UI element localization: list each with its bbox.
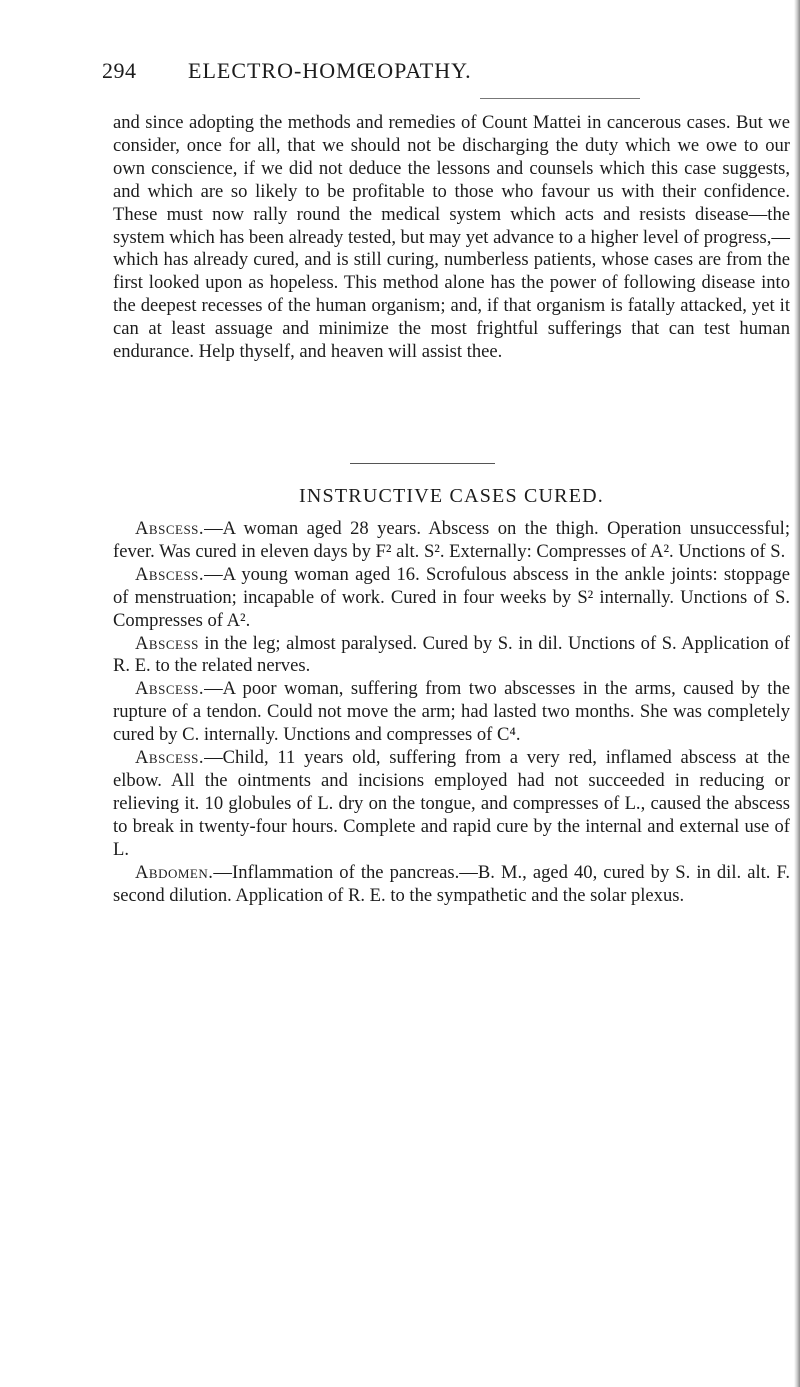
case-text: —Child, 11 years old, suffering from a very red, inflamed abscess at the elbow. All the ointments and incisions employed had not succeeded in reducing or relieving it. 10 globules of L. dry on the tongue, and compresses of L., caused the abscess to break in twenty-four hours. Complete and rapid cure by the internal and external use of L. (113, 747, 790, 860)
case-text: —A woman aged 28 years. Abscess on the thigh. Operation unsuccessful; fever. Was cured in eleven days by F² alt. S². Externally: Compresses of A². Unctions of S. (113, 518, 790, 562)
case-text: in the leg; almost paralysed. Cured by S. in dil. Unctions of S. Application of R. E. to the related nerves. (113, 632, 790, 677)
case-entry (113, 747, 790, 862)
case-text: —A young woman aged 16. Scrofulous abscess in the ankle joints: stoppage of menstruation; incapable of work. Cured in four weeks by S² internally. Unctions of S. Compresses of A². (113, 563, 790, 631)
case-entry (113, 518, 790, 564)
page-header (102, 58, 722, 84)
intro-paragraph: and since adopting the methods and remedies of Count Mattei in cancerous cases. But we consider, once for all, that we should not be discharging the duty which we owe to our own conscience, if we did not deduce the lessons and counsels which this case suggests, and which are so likely to be profitable to those who favour us with their confidence. These must now rally round the medical system which acts and resists disease—the system which has been already tested, but may yet advance to a higher level of progress,—which has already cured, and is still curing, numberless patients, whose cases are from the first looked upon as hopeless. This method alone has the power of following disease into the deepest recesses of the human organism; and, if that organism is fatally attacked, yet it can at least assuage and minimize the most frightful sufferings that can test human endurance. Help thyself, and heaven will assist thee. (113, 112, 790, 363)
section-title: INSTRUCTIVE CASES CURED. (299, 485, 604, 507)
case-entry (113, 862, 790, 908)
case-entry (113, 633, 790, 679)
case-label: Abdomen. (135, 861, 214, 883)
case-entry (113, 678, 790, 747)
cases-list (113, 518, 790, 907)
header-rule (480, 98, 640, 99)
intro-paragraph-block (113, 112, 790, 364)
running-title: ELECTRO-HOMŒOPATHY. (188, 58, 472, 83)
case-text: —Inflammation of the pancreas.—B. M., aged 40, cured by S. in dil. alt. F. second dilution. Application of R. E. to the sympathetic and the solar plexus. (113, 861, 790, 906)
section-divider (350, 463, 495, 464)
case-label: Abscess. (135, 678, 205, 700)
case-label: Abscess. (135, 747, 205, 769)
case-label: Abscess (135, 632, 199, 654)
case-entry (113, 564, 790, 633)
page-number: 294 (102, 58, 137, 83)
page-edge-shadow (794, 0, 800, 1387)
case-label: Abscess. (135, 518, 205, 539)
case-text: —A poor woman, suffering from two abscesses in the arms, caused by the rupture of a tendon. Could not move the arm; had lasted two months. She was completely cured by C. internally. Unctions and compresses of C⁴. (113, 678, 790, 746)
case-label: Abscess. (135, 563, 205, 585)
